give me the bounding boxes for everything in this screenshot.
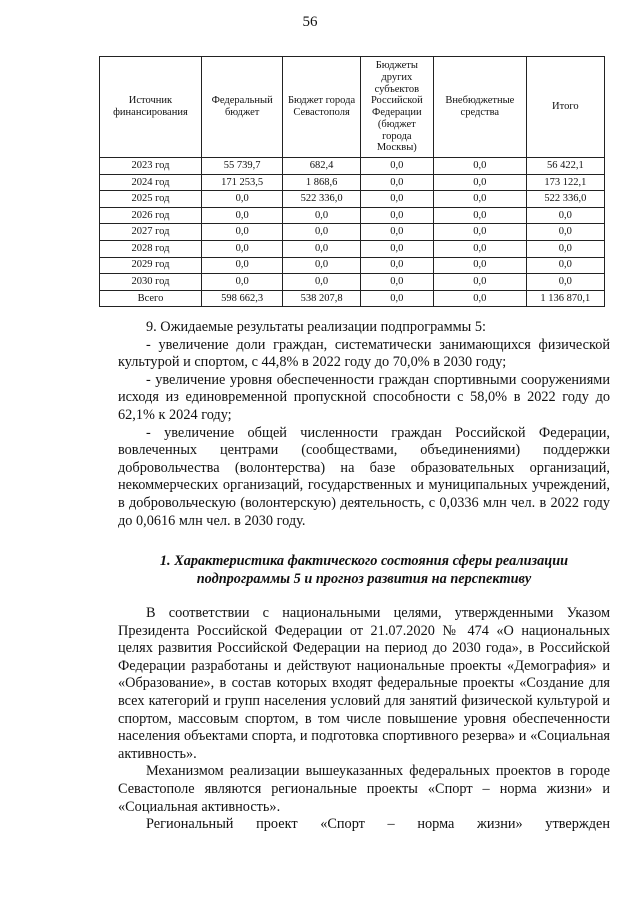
table-cell: 0,0 [526,257,604,274]
header-other-subjects-budget: Бюджеты других субъектов Российской Федерации (бюджет города Москвы) [360,57,433,158]
table-cell: 0,0 [433,207,526,224]
table-cell: 682,4 [283,158,360,175]
table-cell: 0,0 [360,191,433,208]
body-paragraph: Механизмом реализации вышеуказанных федеральных проектов в городе Севастополе являются региональные проекты «Спорт – норма жизни» и «Социальная активность». [118,763,610,815]
table-cell: 0,0 [360,158,433,175]
result-item: - увеличение доли граждан, систематически занимающихся физической культурой и спортом, с 44,8% в 2022 году до 70,0% в 2030 году; [118,336,610,371]
table-cell: 0,0 [526,274,604,291]
section-body [118,605,610,834]
table-cell: 2025 год [100,191,202,208]
table-cell: 56 422,1 [526,158,604,175]
table-cell: 173 122,1 [526,174,604,191]
table-cell: 0,0 [201,224,282,241]
expected-results-block [118,319,610,530]
table-cell: 2028 год [100,240,202,257]
header-sevastopol-budget: Бюджет города Севастополя [283,57,360,158]
table-row [100,158,605,175]
table-cell: 0,0 [360,174,433,191]
table-row [100,191,605,208]
financing-table [99,56,605,307]
table-cell: 2030 год [100,274,202,291]
header-extrabudgetary: Внебюджетные средства [433,57,526,158]
table-cell: 0,0 [360,257,433,274]
table-cell: 0,0 [201,240,282,257]
table-cell: 0,0 [283,240,360,257]
table-row [100,257,605,274]
table-cell: 0,0 [433,191,526,208]
page-number: 56 [302,14,318,30]
header-total: Итого [526,57,604,158]
table-cell: 2029 год [100,257,202,274]
table-cell: 0,0 [201,274,282,291]
table-cell: 522 336,0 [526,191,604,208]
table-cell: 0,0 [433,240,526,257]
table-row [100,174,605,191]
table-row [100,274,605,291]
table-cell: Всего [100,290,202,307]
results-heading: 9. Ожидаемые результаты реализации подпрограммы 5: [146,319,486,335]
table-cell: 522 336,0 [283,191,360,208]
table-cell: 0,0 [526,207,604,224]
header-source: Источник финансирования [100,57,202,158]
table-cell: 598 662,3 [201,290,282,307]
body-paragraph: В соответствии с национальными целями, утвержденными Указом Президента Российской Федерации от 21.07.2020 № 474 «О национальных целях развития Российской Федерации на период до 2030 года», в Российской Федерации разработаны и действуют национальные проекты «Демография» и «Образование», в состав которых входят федеральные проекты «Создание для всех категорий и групп населения условий для занятий физической культурой и спортом, массовым спортом, в том числе повышение уровня обеспеченности населения объектами спорта, и подготовка спортивного резерва» и «Социальная активность». [118,605,610,762]
table-cell: 0,0 [201,207,282,224]
table-cell: 0,0 [360,240,433,257]
table-cell: 0,0 [360,224,433,241]
table-cell: 0,0 [283,207,360,224]
table-cell: 0,0 [283,274,360,291]
table-cell: 55 739,7 [201,158,282,175]
table-cell: 0,0 [283,224,360,241]
table-cell: 0,0 [360,274,433,291]
table-cell: 0,0 [360,290,433,307]
result-item: - увеличение уровня обеспеченности граждан спортивными сооружениями исходя из единовременной пропускной способности с 58,0% в 2022 году до 62,1% к 2024 году; [118,371,610,423]
table-cell: 0,0 [433,257,526,274]
table-header-row [100,57,605,158]
table-cell: 0,0 [433,224,526,241]
table-cell: 171 253,5 [201,174,282,191]
table-cell: 0,0 [283,257,360,274]
table-row [100,207,605,224]
body-paragraph: Региональный проект «Спорт – норма жизни» утвержден [146,816,610,833]
table-cell: 2023 год [100,158,202,175]
table-row [100,224,605,241]
table-cell: 2027 год [100,224,202,241]
table-cell: 0,0 [360,207,433,224]
header-federal-budget: Федеральный бюджет [201,57,282,158]
table-row [100,240,605,257]
table-cell: 0,0 [526,224,604,241]
result-item: - увеличение общей численности граждан Российской Федерации, вовлеченных центрами (сообществами, объединениями) поддержки добровольчества (волонтерства) на базе образовательных организаций, некоммерческих организаций, государственных и муниципальных учреждений, в добровольческую (волонтерскую) деятельность, с 0,0336 млн чел. в 2022 году до 0,0616 млн чел. в 2030 году. [118,424,610,529]
table-cell: 1 136 870,1 [526,290,604,307]
table-cell: 2024 год [100,174,202,191]
table-cell: 1 868,6 [283,174,360,191]
section-heading: 1. Характеристика фактического состояния сферы реализации подпрограммы 5 и прогноз развития на перспективу [159,553,569,587]
table-cell: 0,0 [433,158,526,175]
table-cell: 0,0 [201,257,282,274]
table-cell: 0,0 [526,240,604,257]
table-cell: 538 207,8 [283,290,360,307]
table-total-row [100,290,605,307]
table-cell: 2026 год [100,207,202,224]
table-cell: 0,0 [201,191,282,208]
table-cell: 0,0 [433,274,526,291]
table-cell: 0,0 [433,174,526,191]
table-cell: 0,0 [433,290,526,307]
